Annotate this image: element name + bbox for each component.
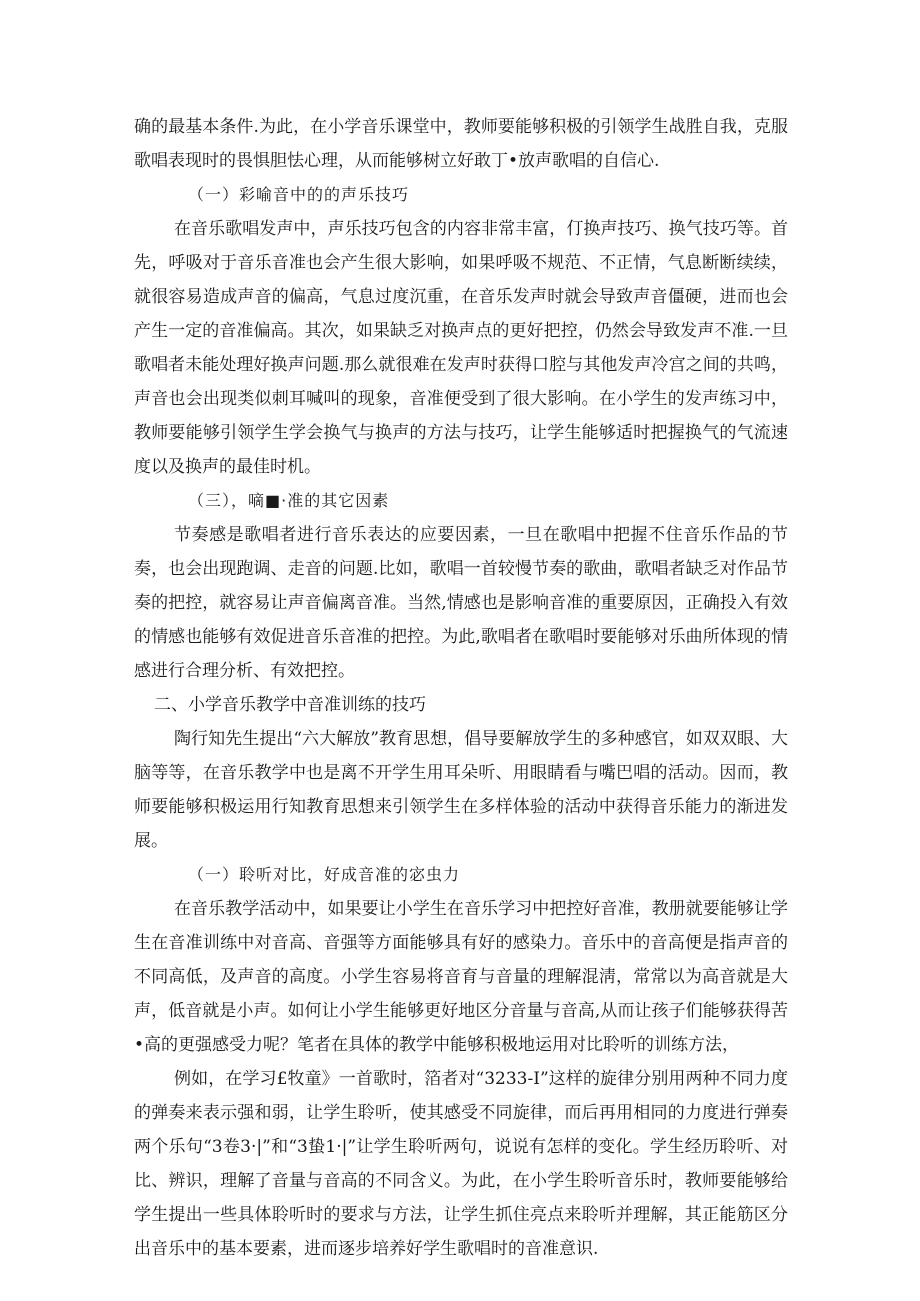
paragraph-continuation: 确的最基本条件.为此，在小学音乐课堂中，教师要能够积极的引领学生战胜自我，克服歌唱表现时的畏惧胆怯心理，从而能够树立好敢丁•放声歌唱的自信心.	[134, 117, 788, 171]
chapter-heading: 二、小学音乐教学中音准训练的技巧	[154, 695, 426, 715]
paragraph: 节奏感是歌唱者进行音乐表达的应要因素，一旦在歌唱中把握不住音乐作品的节奏，也会出现跑调、走音的问题.比如，歌唱一首较慢节奏的歌曲，歌唱者缺乏对作品节奏的把控，就容易让声音偏离音准。当然,情感也是影响音准的重要原因，正确投入有效的情感也能够有效促进音乐音准的把控。为此,歌唱者在歌唱时要能够对乐曲所体现的情感进行合理分析、有效把控。	[134, 525, 788, 681]
section-heading: （一）聆听对比，好成音准的宓虫力	[188, 865, 461, 884]
paragraph: 在音乐歌唱发声中，声乐技巧包含的内容非常丰富，仃换声技巧、换气技巧等。首先，呼吸对于音乐音准也会产生很大影响，如果呼吸不规范、不正情，气息断断续续，就很容易造成声音的偏高，气息过度沉重，在音乐发声时就会导致声音僵硬，进而也会产生一定的音准偏高。其次，如果缺乏对换声点的更好把控，仍然会导致发声不准.一旦歌唱者未能处理好换声问题.那么就很难在发声时获得口腔与其他发声冷宫之间的共鸣，声音也会出现类似刺耳喊叫的现象，音准便受到了很大影响。在小学生的发声练习中，教师要能够引领学生学会换气与换声的方法与技巧，让学生能够适时把握换气的气流速度以及换声的最佳时机。	[134, 219, 788, 477]
section-heading: （三），嘀■·准的其它因素	[188, 491, 390, 510]
section-heading: （一）彩喻音中的的声乐技巧	[188, 185, 410, 204]
paragraph: 例如，在学习£牧童》一首歌时，箔者对“3233-I”这样的旋律分别用两种不同力度的弹奏来表示强和弱，让学生聆听，使其感受不同旋律，而后再用相同的力度进行弹奏两个乐句“3卷3·|”和“3蛰1·|”让学生聆听两句，说说有怎样的变化。学生经历聆听、对比、辨识，理解了音量与音高的不同含义。为此，在小学生聆听音乐时，教师要能够给学生提出一些具体聆听时的要求与方法，让学生抓住亮点来聆听并理解，其正能筋区分出音乐中的基本要素，进而逐步培养好学生歌唱时的音准意识.	[134, 1069, 788, 1259]
paragraph: 陶行知先生提出“六大解放”教育思想，倡导要解放学生的多种感官，如双双眼、大脑等等，在音乐教学中也是离不开学生用耳朵听、用眼睛看与嘴巴唱的活动。因而，教师要能够积极运用行知教育思想来引领学生在多样体验的活动中获得音乐能力的渐进发展。	[134, 729, 788, 851]
paragraph: 在音乐教学活动中，如果要让小学生在音乐学习中把控好音准，教册就要能够让学生在音准训练中对音高、音强等方面能够具有好的感染力。音乐中的音高便是指声音的不同高低，及声音的高度。小学生容易将音育与音量的理解混淸，常常以为高音就是大声，低音就是小声。如何让小学生能够更好地区分音量与音高,从而让孩子们能够获得苦•高的更强感受力呢？笔者在具体的教学中能够积极地运用对比聆听的训练方法，	[134, 899, 788, 1055]
document-body	[134, 110, 788, 1266]
